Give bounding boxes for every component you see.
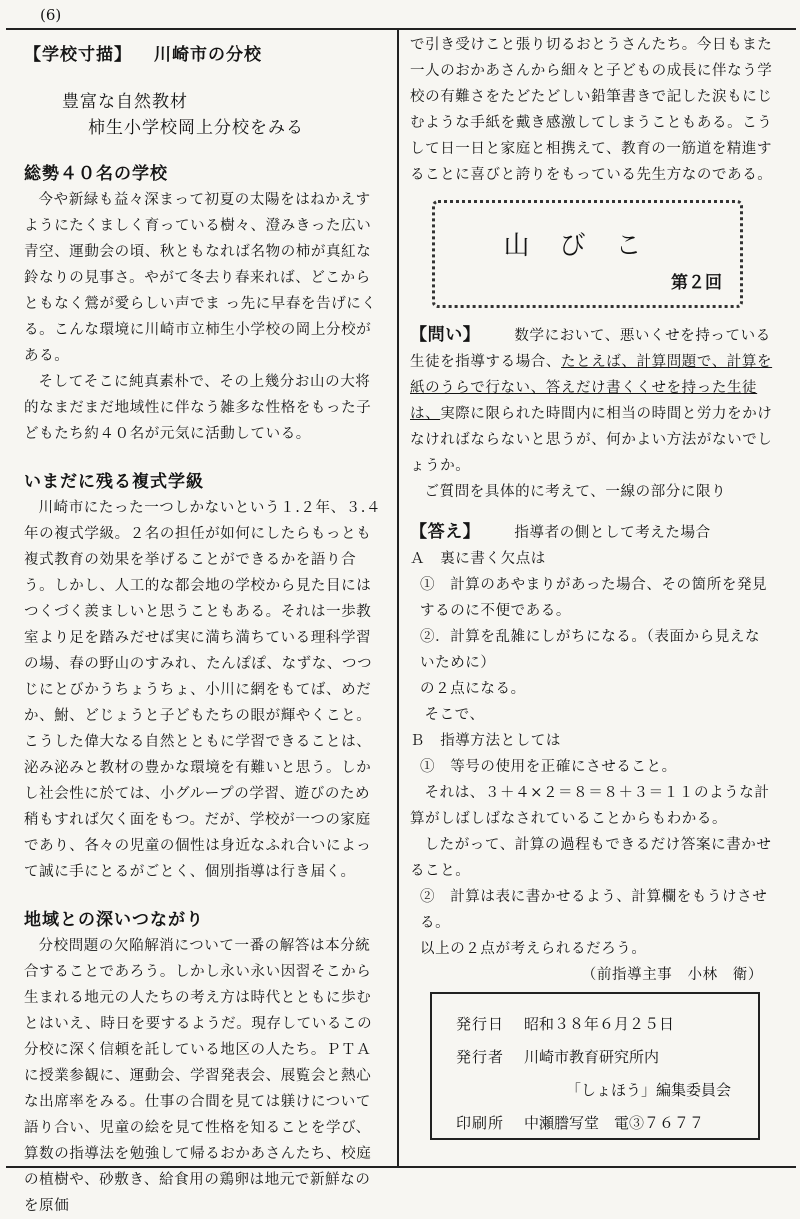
answer-item: ②．計算を乱雑にしがちになる。（表面から見えないために）	[420, 629, 761, 671]
answer-label: 【答え】	[410, 522, 481, 542]
series-title: 山びこ	[503, 231, 672, 261]
article-subtitle-2: 柿生小学校岡上分校をみる	[88, 118, 304, 138]
answer-transition: そこで、	[424, 707, 485, 723]
colophon-printer-label: 印刷所	[456, 1114, 505, 1132]
question-rest: 実際に限られた時間内に相当の時間と労力をかけなければならないと思うが、何かよい方法がないでしょうか。	[410, 406, 773, 474]
answer-heading-a: Ａ 裏に書く欠点は	[410, 551, 546, 567]
colophon-publisher-label: 発行者	[456, 1048, 505, 1066]
colophon-date-row	[456, 1008, 758, 1041]
column-divider	[397, 30, 399, 1166]
section-paragraph: 今や新緑も益々深まって初夏の太陽をはねかえすようにたくましく育っている樹々、澄みきった広い青空、運動会の頃、秋ともなれば名物の柿が真紅な鈴なりの見事さ。やがて冬去り春来れば、どこからともなく鶯が愛らしい声でま っ先に早春を告げにくる。こんな環境に川崎市立柿生小学校の岡上分校がある。	[24, 192, 377, 364]
section-heading: 総勢４０名の学校	[24, 164, 168, 184]
article-column	[24, 40, 384, 1219]
colophon-box	[430, 992, 760, 1140]
answer-block	[410, 519, 775, 988]
colophon-printer-value: 中瀬謄写堂 電③７６７７	[524, 1114, 705, 1132]
page-number: (6)	[40, 6, 62, 24]
author-signature: （前指導主事 小林 衛）	[581, 967, 763, 983]
answer-detail: それは、３＋４×２＝８＝８＋３＝１１のような計算がしばしばなされていることからもわかる。	[410, 785, 770, 827]
column-label: 【学校寸描】	[24, 45, 132, 65]
series-number: 第２回	[671, 273, 722, 293]
colophon-publisher-value: 川崎市教育研究所内	[524, 1048, 660, 1066]
answer-summary: の２点になる。	[420, 681, 526, 697]
question-underlined: たとえば、計算問題で、計算を紙のうらで行ない、答えだけ書くくせを持った生徒は、	[410, 354, 773, 422]
colophon-committee: 「しょほう」編集委員会	[566, 1081, 732, 1099]
question-note: ご質問を具体的に考えて、一線の部分に限り	[424, 484, 727, 500]
answer-item: ① 計算のあやまりがあった場合、その箇所を発見するのに不便である。	[420, 577, 768, 619]
series-title-frame	[432, 200, 743, 308]
question-lead: 数学において、悪いくせを持っている生徒を指導する場合、	[410, 328, 771, 370]
answer-closing: 以上の２点が考えられるだろう。	[420, 941, 647, 957]
article-continuation: で引き受けこと張り切るおとうさんたち。今日もまた一人のおかあさんから細々と子どもの成長に伴なう学校の有難さをたどたどしい鉛筆書きで記した涙もにじむような手紙を戴き感激してしまうこともある。こうして日一日と家庭と相携えて、教育の一筋道を精進することに喜びと誇りをもっている先生方なのである。	[410, 37, 773, 183]
answer-item: ② 計算は表に書かせるよう、計算欄をもうけさせる。	[420, 889, 768, 931]
answer-heading-b: Ｂ 指導方法としては	[410, 733, 561, 749]
top-rule	[6, 28, 796, 30]
answer-intro: 指導者の側として考えた場合	[514, 525, 711, 541]
section-paragraph: 川崎市にたった一つしかないという１.２年、３.４年の複式学級。２名の担任が如何にしたらもっとも複式教育の効果を挙げることができるかを語り合う。しかし、人工的な都会地の学校から見た目にはつくづく羨ましいと思うこともある。それは一歩教室より足を踏みだせば実に満ち満ちている理科学習の場、春の野山のすみれ、たんぽぽ、なずな、つつじにとびかうちょうちょ、小川に網をもてば、めだか、鮒、どじょうと子どもたちの眼が輝やくこと。こうした偉大なる自然とともに学習できることは、泌み泌みと教材の豊かな環境を有難いと思う。しかし社会性に於ては、小グループの学習、遊びのため稍もすれば欠く面をもつ。だが、学校が一つの家庭であり、各々の児童の個性は身近なふれ合いによって誠に手にとるがごとく、個別指導は行き届く。	[24, 500, 382, 880]
column-title: 川崎市の分校	[154, 45, 262, 65]
colophon-date-value: 昭和３８年６月２５日	[524, 1015, 675, 1033]
right-column	[410, 32, 775, 988]
section-paragraph: そしてそこに純真素朴で、その上幾分お山の大将的なまだまだ地域性に伴なう雑多な性格をもった子どもたち約４０名が元気に活動している。	[24, 374, 372, 442]
colophon-publisher-row	[456, 1041, 758, 1074]
answer-detail: したがって、計算の過程もできるだけ答案に書かせること。	[410, 837, 772, 879]
question-block	[410, 322, 775, 505]
article-subtitle-1: 豊富な自然教材	[62, 92, 188, 112]
section-heading: 地域との深いつながり	[24, 910, 204, 930]
article-header	[24, 40, 384, 65]
section-paragraph: 分校問題の欠陥解消について一番の解答は本分統合することであろう。しかし永い永い因習そこから生まれる地元の人たちの考え方は時代とともに歩むとはいえ、時日を要するようだ。現存しているこの分校に深く信頼を託している地区の人たち。ＰＴＡに授業参観に、運動会、学習発表会、展覧会と熱心な出席率をみる。仕事の合間を見ては躾けについて語り合い、児童の絵を見て性格を知ることを学び、算数の指導法を勉強して帰るおかあさんたち、校庭の植樹や、砂敷き、給食用の鶏卵は地元で新鮮なのを原価	[24, 938, 373, 1214]
answer-item: ① 等号の使用を正確にさせること。	[420, 759, 677, 775]
bottom-rule	[6, 1166, 796, 1168]
colophon-date-label: 発行日	[456, 1015, 505, 1033]
question-label: 【問い】	[410, 325, 481, 345]
colophon-printer-row	[456, 1107, 758, 1140]
section-heading: いまだに残る複式学級	[24, 472, 204, 492]
